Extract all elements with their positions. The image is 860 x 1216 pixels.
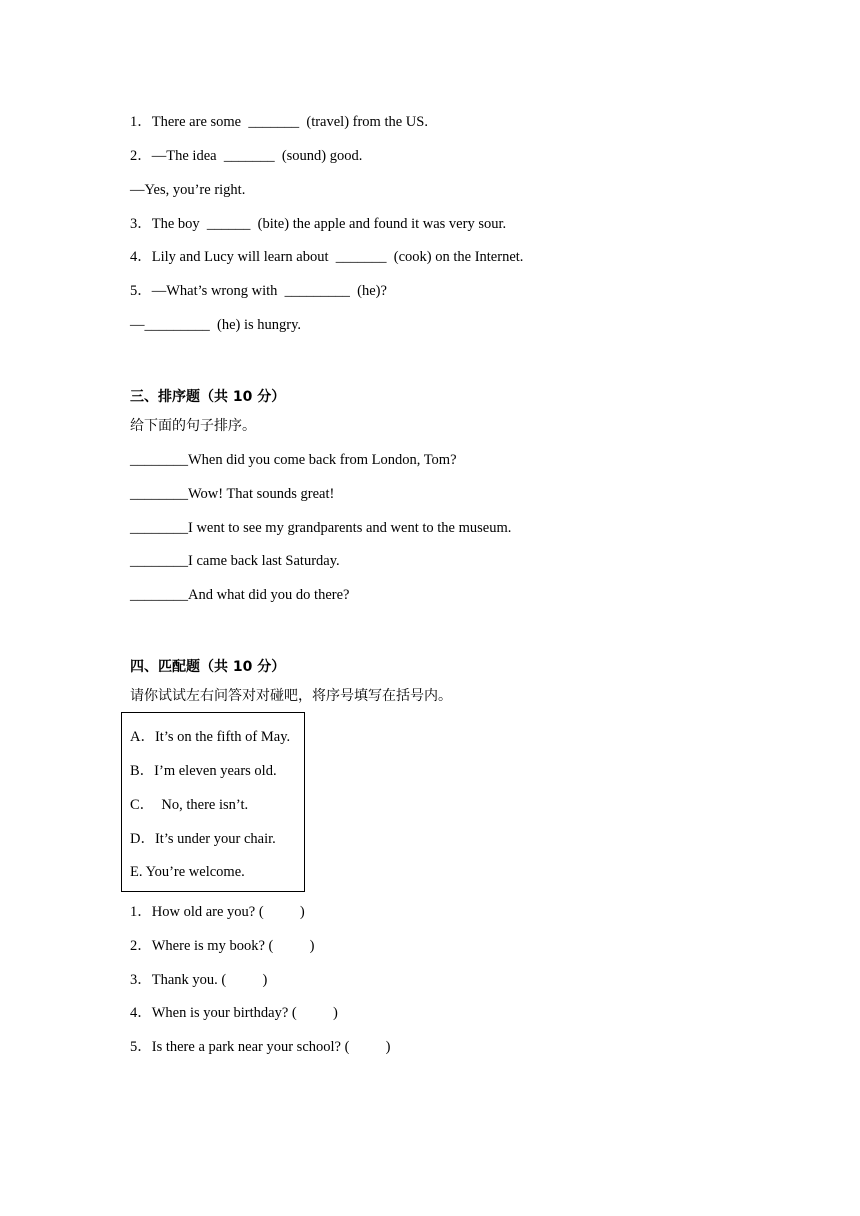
ordering-item-3: ________I went to see my grandparents and went to the museum. <box>130 520 512 536</box>
fill-in-item-2: 2．—The idea _______ (sound) good. <box>130 148 363 164</box>
matching-question-1: 1．How old are you? ( ) <box>130 904 305 920</box>
matching-question-5: 5．Is there a park near your school? ( ) <box>130 1039 391 1055</box>
answer-options-box <box>121 712 305 892</box>
fill-in-item-5: 5．—What’s wrong with _________ (he)? <box>130 283 387 299</box>
matching-question-4: 4．When is your birthday? ( ) <box>130 1005 338 1021</box>
answer-option-a: A．It’s on the fifth of May. <box>130 729 291 745</box>
answer-option-d: D．It’s under your chair. <box>130 831 276 847</box>
fill-in-item-2-reply: —Yes, you’re right. <box>130 182 246 198</box>
fill-in-item-5-reply: —_________ (he) is hungry. <box>130 317 302 333</box>
fill-in-item-4: 4．Lily and Lucy will learn about _______ (cook) on the Internet. <box>130 249 524 265</box>
ordering-item-5: ________And what did you do there? <box>130 587 350 603</box>
answer-option-b: B．I’m eleven years old. <box>130 763 277 779</box>
ordering-heading: 三、排序题（共 10 分） <box>130 389 286 405</box>
fill-in-item-1: 1．There are some _______ (travel) from the US. <box>130 114 428 130</box>
matching-heading: 四、匹配题（共 10 分） <box>130 659 286 675</box>
ordering-item-2: ________Wow! That sounds great! <box>130 486 335 502</box>
answer-option-e: E. You’re welcome. <box>130 864 245 880</box>
ordering-item-4: ________I came back last Saturday. <box>130 553 340 569</box>
matching-question-2: 2．Where is my book? ( ) <box>130 938 315 954</box>
fill-in-item-3: 3．The boy ______ (bite) the apple and found it was very sour. <box>130 216 507 232</box>
matching-instruction: 请你试试左右问答对对碰吧，将序号填写在括号内。 <box>130 688 452 704</box>
ordering-item-1: ________When did you come back from London, Tom? <box>130 452 457 468</box>
matching-question-3: 3．Thank you. ( ) <box>130 972 268 988</box>
ordering-instruction: 给下面的句子排序。 <box>130 418 256 434</box>
answer-option-c: C． No, there isn’t. <box>130 797 249 813</box>
